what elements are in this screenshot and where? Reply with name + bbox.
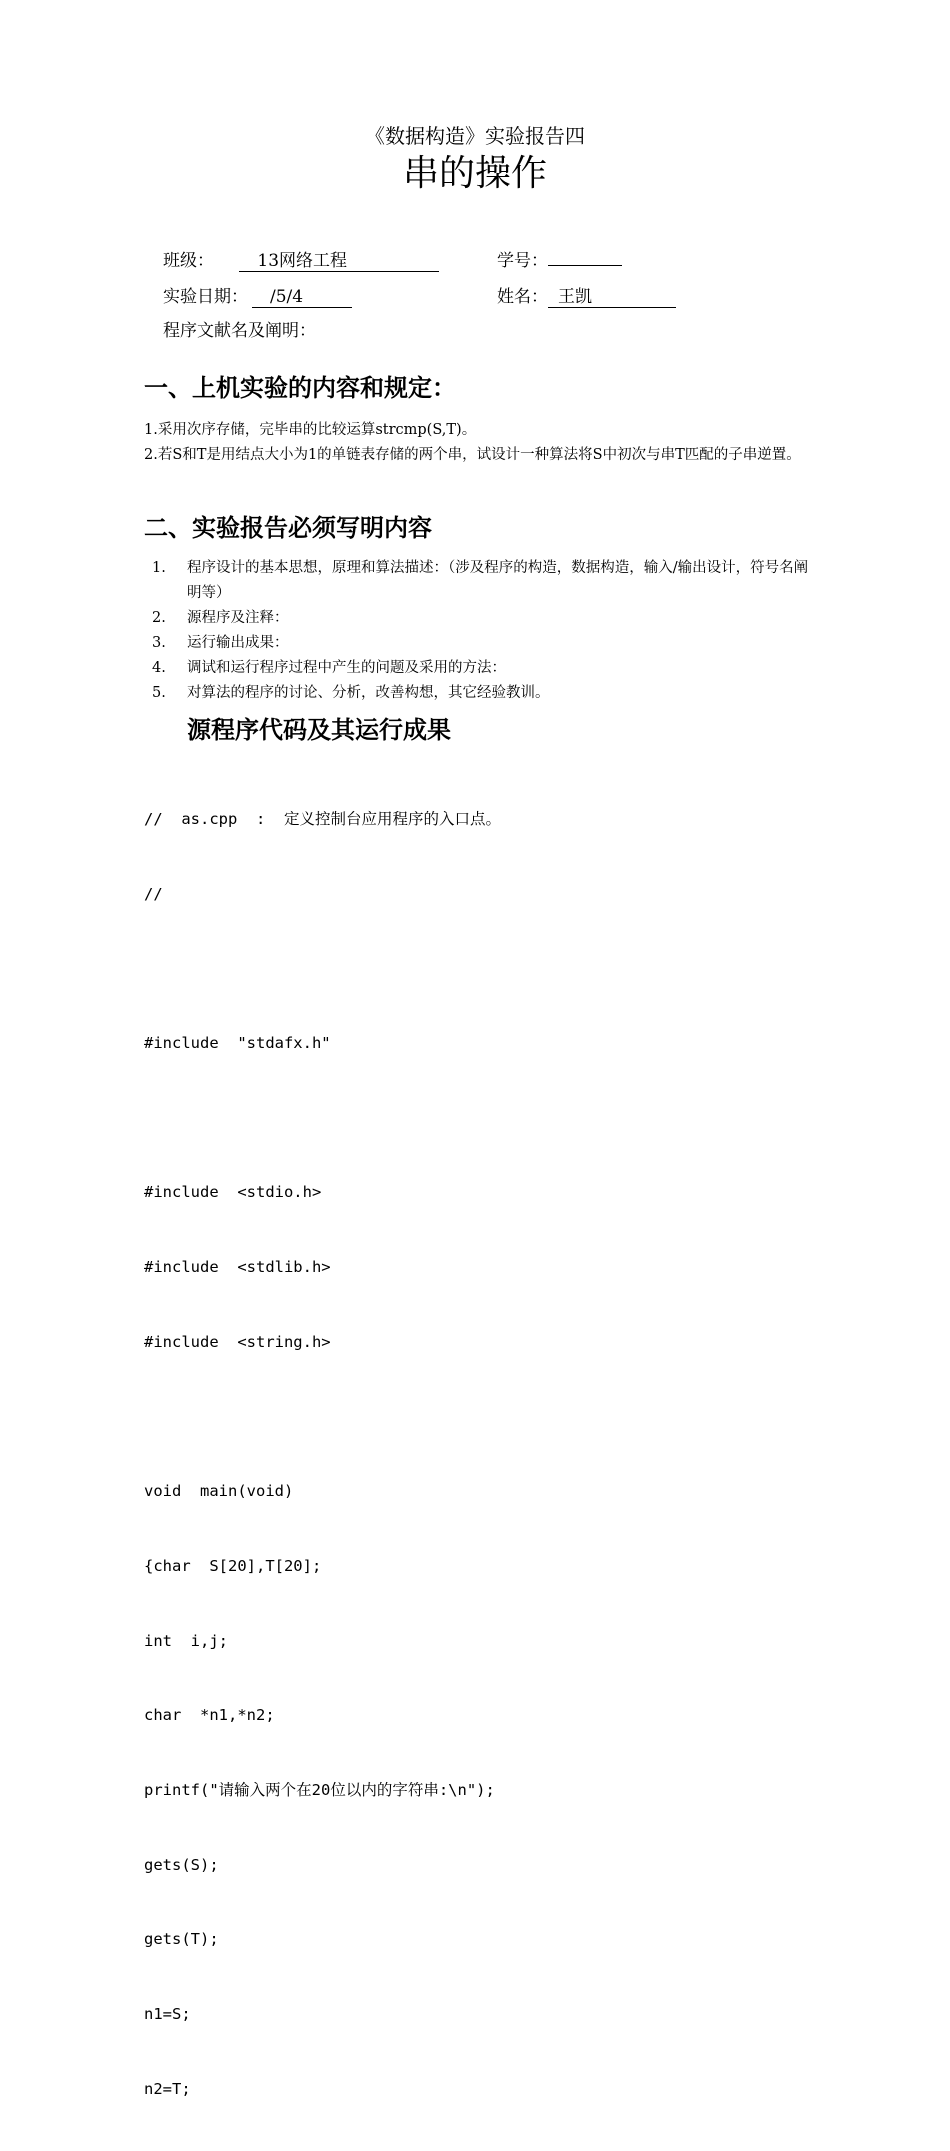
- code-line: #include "stdafx.h": [144, 1033, 331, 1052]
- program-label: 程序文献名及阐明：: [163, 321, 316, 341]
- code-line: [144, 1106, 501, 1131]
- list-number: 3.: [152, 635, 166, 651]
- code-line: char *n1,*n2;: [144, 1706, 275, 1725]
- class-field: [163, 249, 439, 273]
- section1-item-1: 1.采用次序存储，完毕串的比较运算strcmp(S,T)。: [144, 422, 477, 438]
- code-line: #include <stdlib.h>: [144, 1258, 331, 1277]
- code-line: // as.cpp : 定义控制台应用程序的入口点。: [144, 809, 501, 828]
- requirements-list: [144, 556, 812, 706]
- code-line: [144, 956, 501, 981]
- list-item: [144, 656, 812, 681]
- student-id-value: [548, 265, 622, 266]
- student-id-label: 学号：: [497, 251, 548, 271]
- code-line: gets(T);: [144, 1930, 219, 1949]
- code-line: int i,j;: [144, 1631, 228, 1650]
- list-text: 程序设计的基本思想，原理和算法描述：（涉及程序的构造，数据构造，输入/输出设计，符号名阐明等）: [187, 560, 809, 601]
- date-field: [163, 285, 352, 309]
- date-value: /5/4: [270, 287, 304, 307]
- list-number: 1.: [152, 560, 166, 576]
- name-value-line: [548, 287, 676, 308]
- code-line: {char S[20],T[20];: [144, 1556, 322, 1575]
- list-item: [144, 631, 812, 656]
- list-text: 对算法的程序的讨论、分析，改善构想，其它经验教训。: [187, 685, 550, 701]
- list-item: [144, 556, 812, 606]
- list-number: 5.: [152, 685, 166, 701]
- code-line: #include <string.h>: [144, 1332, 331, 1351]
- name-field: [497, 285, 676, 309]
- list-item: [144, 606, 812, 631]
- code-line: n2=T;: [144, 2079, 191, 2098]
- code-line: gets(S);: [144, 1855, 219, 1874]
- section1-item-2: 2.若S和T是用结点大小为1的单链表存储的两个串，试设计一种算法将S中初次与串T匹配的子串逆置。: [144, 447, 801, 463]
- class-value: 13网络工程: [257, 251, 348, 271]
- source-heading: 源程序代码及其运行成果: [187, 715, 451, 744]
- class-value-line: [239, 251, 439, 272]
- code-line: printf("请输入两个在20位以内的字符串:\n");: [144, 1780, 495, 1799]
- section1-heading: 一、上机实验的内容和规定：: [144, 373, 456, 402]
- list-number: 2.: [152, 610, 166, 626]
- student-id-field: [497, 249, 622, 273]
- code-line: [144, 1404, 501, 1429]
- list-number: 4.: [152, 660, 166, 676]
- name-value: 王凯: [558, 287, 592, 307]
- class-label: 班级：: [163, 251, 214, 271]
- code-line: //: [144, 884, 163, 903]
- list-text: 运行输出成果：: [187, 635, 289, 651]
- section2-heading: 二、实验报告必须写明内容: [144, 513, 432, 542]
- date-value-line: [252, 287, 352, 308]
- list-text: 调试和运行程序过程中产生的问题及采用的方法：: [187, 660, 506, 676]
- date-label: 实验日期：: [163, 287, 248, 307]
- list-item: [144, 681, 812, 706]
- code-line: void main(void): [144, 1482, 294, 1501]
- list-text: 源程序及注释：: [187, 610, 289, 626]
- name-label: 姓名：: [497, 287, 548, 307]
- code-line: #include <stdio.h>: [144, 1183, 322, 1202]
- report-title: 《数据构造》实验报告四: [365, 124, 585, 148]
- code-line: n1=S;: [144, 2005, 191, 2024]
- report-subtitle: 串的操作: [402, 153, 547, 194]
- source-code-block: [144, 757, 501, 2151]
